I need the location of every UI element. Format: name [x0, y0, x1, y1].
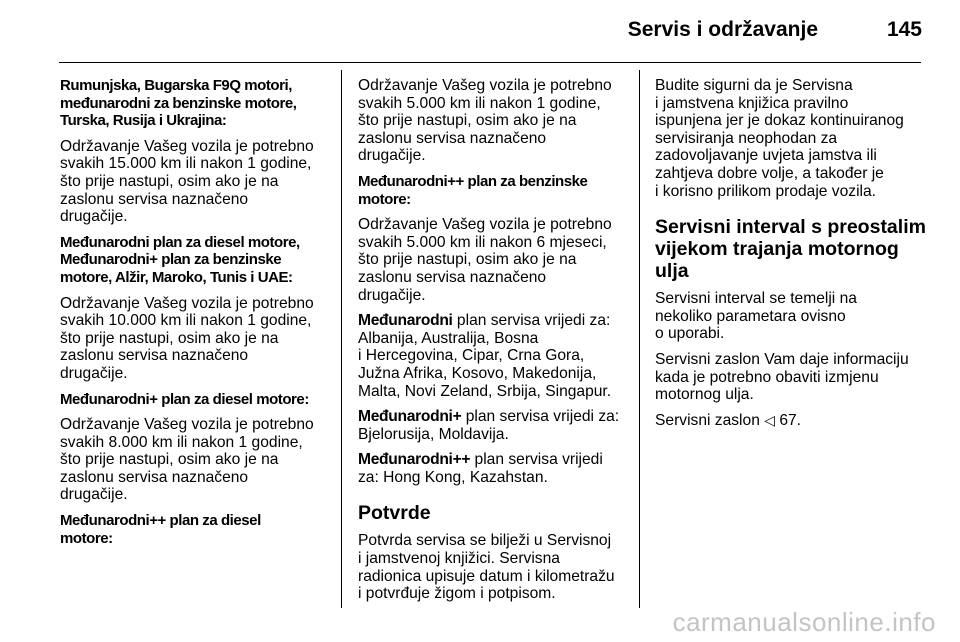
plan-text: plan servisa vrijedi za: Bjelorusija, Moldavija.	[358, 408, 620, 443]
column-divider	[639, 70, 640, 608]
reference-page[interactable]: 67.	[774, 411, 801, 429]
plan-paragraph	[358, 408, 630, 443]
plan-name: Međunarodni+	[358, 408, 462, 426]
paragraph: Održavanje Vašeg vozila je potrebno svakih 15.000 km ili nakon 1 godine, što prije nastupi, osim ako je na zaslonu servisa naznačeno drugačije.	[60, 137, 314, 226]
plan-text: plan servisa vrijedi za: Albanija, Australija, Bosna i Hercegovina, Cipar, Crna Gora, Južna Afrika, Kosovo, Makedonija, Malta, Novi Zeland, Srbija, Singapur.	[358, 312, 612, 400]
subsection-title: Potvrde	[358, 502, 431, 525]
plan-text: plan servisa vrijedi za: Hong Kong, Kazahstan.	[358, 451, 603, 486]
column-divider	[341, 70, 342, 608]
cross-reference	[655, 412, 927, 430]
section-heading: Rumunjska, Bugarska F9Q motori, međunarodni za benzinske motore, Turska, Rusija i Ukrajina:	[60, 77, 297, 130]
paragraph: Održavanje Vašeg vozila je potrebno svakih 8.000 km ili nakon 1 godine, što prije nastupi, osim ako je na zaslonu servisa naznačeno drugačije.	[60, 416, 314, 504]
column-2	[358, 77, 630, 611]
paragraph: Održavanje Vašeg vozila je potrebno svakih 5.000 km ili nakon 6 mjeseci, što prije nastupi, osim ako je na zaslonu servisa naznačeno drugačije.	[358, 216, 612, 304]
paragraph: Servisni interval se temelji na nekoliko parametara ovisno o uporabi.	[655, 290, 857, 343]
column-3	[655, 77, 927, 437]
watermark: carmanualsonline.info	[672, 607, 936, 637]
paragraph: Budite sigurni da je Servisna i jamstvena knjižica pravilno ispunjena jer je dokaz kontinuiranog servisiranja neophodan za zadovoljavanje uvjeta jamstva ili zahtjeva dobre volje, a također je i korisno prilikom prodaje vozila.	[655, 77, 904, 200]
paragraph: Održavanje Vašeg vozila je potrebno svakih 10.000 km ili nakon 1 godine, što prije nastupi, osim ako je na zaslonu servisa naznačeno drugačije.	[60, 294, 314, 382]
paragraph: Servisni zaslon Vam daje informaciju kada je potrebno obaviti izmjenu motornog ulja.	[655, 350, 909, 404]
section-title: Servis i održavanje	[627, 18, 818, 41]
section-heading: Međunarodni++ plan za benzinske motore:	[358, 172, 588, 208]
paragraph: Potvrda servisa se bilježi u Servisnoj i jamstvenoj knjižici. Servisna radionica upisuje datum i kilometražu i potvrđuje žigom i potpisom.	[358, 532, 615, 603]
plan-paragraph	[358, 451, 630, 486]
section-heading: Međunarodni+ plan za diesel motore:	[60, 390, 309, 408]
section-heading: Međunarodni plan za diesel motore, Međunarodni+ plan za benzinske motore, Alžir, Maroko, Tunis i UAE:	[60, 233, 300, 286]
page-number: 145	[886, 18, 922, 41]
reference-text: Servisni zaslon	[655, 411, 765, 429]
section-heading: Međunarodni++ plan za diesel motore:	[60, 512, 261, 547]
page-ref-arrow-icon: ◁	[764, 411, 775, 428]
plan-name: Međunarodni++	[358, 451, 471, 469]
header-rule	[59, 62, 921, 63]
column-1	[60, 77, 332, 555]
paragraph: Održavanje Vašeg vozila je potrebno svakih 5.000 km ili nakon 1 godine, što prije nastupi, osim ako je na zaslonu servisa naznačeno drugačije.	[358, 77, 612, 165]
subsection-title: Servisni interval s preostalim vijekom trajanja motornog ulja	[655, 216, 926, 283]
plan-paragraph	[358, 312, 630, 400]
plan-name: Međunarodni	[358, 312, 453, 330]
